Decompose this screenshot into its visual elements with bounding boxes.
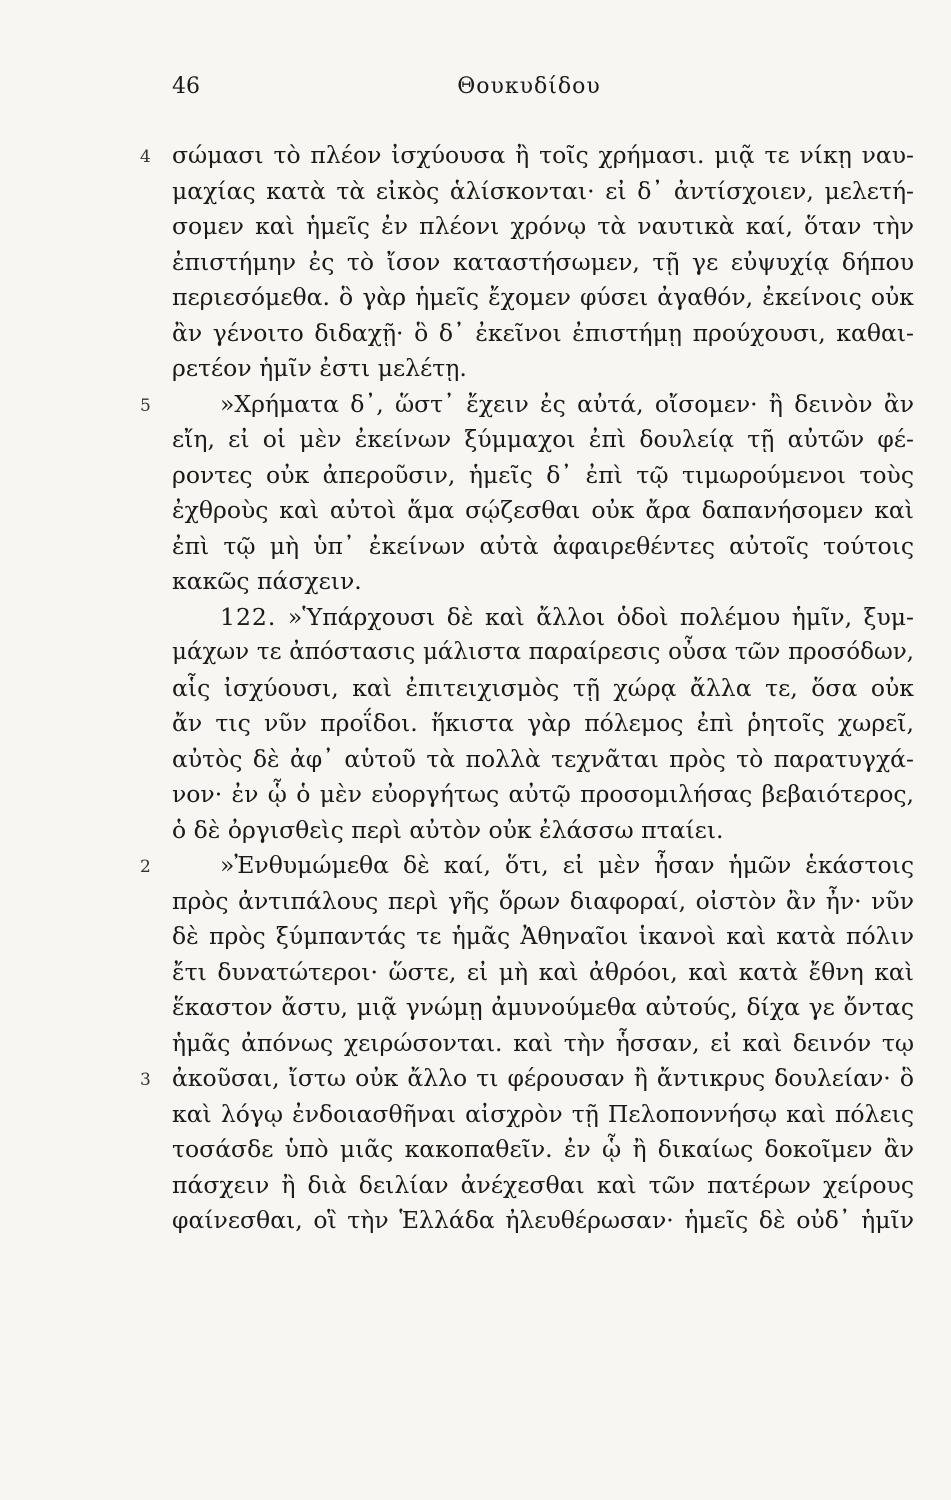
line-text: ἂν γένοιτο διδαχῇ· ὃ δ᾽ ἐκεῖνοι ἐπιστήμῃ προύχουσι, καθαι- <box>172 318 914 347</box>
running-title: Θουκυδίδου <box>457 74 601 99</box>
line-text: μάχων τε ἀπόστασις μάλιστα παραίρεσις οὖσα τῶν προσόδων, <box>172 639 914 665</box>
line-text: αἷς ἰσχύουσι, καὶ ἐπιτειχισμὸς τῇ χώρᾳ ἄλλα τε, ὅσα οὐκ <box>172 673 914 702</box>
line-text: σώμασι τὸ πλέον ἰσχύουσα ἢ τοῖς χρήμασι. μιᾷ τε νίκῃ ναυ- <box>172 141 914 169</box>
text-line <box>172 1026 914 1062</box>
line-text: πρὸς ἀντιπάλους περὶ γῆς ὅρων διαφοραί, οἰστὸν ἂν ἦν· νῦν <box>172 886 914 915</box>
text-line <box>172 458 914 494</box>
text-line <box>172 955 914 991</box>
text-line <box>172 529 914 565</box>
line-text: κακῶς πάσχειν. <box>172 567 362 595</box>
line-text: ὁ δὲ ὀργισθεὶς περὶ αὐτὸν οὐκ ἐλάσσω πταίει. <box>172 815 724 844</box>
text-line <box>172 564 914 600</box>
text-line <box>172 174 914 210</box>
line-text: καὶ λόγῳ ἐνδοιασθῆναι αἰσχρὸν τῇ Πελοποννήσῳ καὶ πόλεις <box>172 1099 914 1128</box>
text-line <box>172 919 914 955</box>
text-line <box>172 1132 914 1168</box>
text-line <box>140 138 914 174</box>
text-line <box>172 245 914 281</box>
text-line <box>172 493 914 529</box>
text-line <box>172 742 914 778</box>
line-text: ἐπιστήμην ἐς τὸ ἴσον καταστήσωμεν, τῇ γε εὐψυχίᾳ δήπου <box>172 247 914 276</box>
line-text: ἡμᾶς ἀπόνως χειρώσονται. καὶ τὴν ἧσσαν, εἰ καὶ δεινόν τῳ <box>172 1028 914 1057</box>
text-line <box>172 600 914 636</box>
line-text: ἐπὶ τῷ μὴ ὑπ᾽ ἐκείνων αὐτὰ ἀφαιρεθέντες αὐτοῖς τούτοις <box>172 531 914 560</box>
margin-section-number: 5 <box>140 395 151 416</box>
body-text <box>140 138 914 1239</box>
line-text: »Χρήματα δ᾽, ὥστ᾽ ἔχειν ἐς αὐτά, οἴσομεν· ἢ δεινὸν ἂν <box>220 389 914 418</box>
text-line <box>172 635 914 671</box>
text-line <box>172 884 914 920</box>
chapter-number: 122. <box>220 602 277 631</box>
line-text: ἔτι δυνατώτεροι· ὥστε, εἰ μὴ καὶ ἀθρόοι, καὶ κατὰ ἔθνη καὶ <box>172 957 914 986</box>
page-header <box>172 74 886 114</box>
line-text: ἀκοῦσαι, ἴστω οὐκ ἄλλο τι φέρουσαν ἢ ἄντικρυς δουλείαν· ὃ <box>172 1064 914 1092</box>
line-text: ἄν τις νῦν προΐδοι. ἥκιστα γὰρ πόλεμος ἐπὶ ῥητοῖς χωρεῖ, <box>172 709 914 737</box>
text-line <box>172 1203 914 1239</box>
page-number: 46 <box>172 74 200 99</box>
text-line <box>172 706 914 742</box>
line-text: νον· ἐν ᾧ ὁ μὲν εὐοργήτως αὐτῷ προσομιλήσας βεβαιότερος, <box>172 780 914 808</box>
text-line <box>172 1168 914 1204</box>
line-text: »Ὑπάρχουσι δὲ καὶ ἄλλοι ὁδοὶ πολέμου ἡμῖν, ξυμ- <box>287 602 914 631</box>
line-text: τοσάσδε ὑπὸ μιᾶς κακοπαθεῖν. ἐν ᾧ ἢ δικαίως δοκοῖμεν ἂν <box>172 1135 914 1163</box>
text-line <box>172 209 914 245</box>
line-text: δὲ πρὸς ξύμπαντάς τε ἡμᾶς Ἀθηναῖοι ἱκανοὶ καὶ κατὰ πόλιν <box>172 922 914 950</box>
margin-section-number: 4 <box>140 147 151 167</box>
line-text: περιεσόμεθα. ὃ γὰρ ἡμεῖς ἔχομεν φύσει ἀγαθόν, ἐκείνοις οὐκ <box>172 283 914 311</box>
text-line <box>172 351 914 387</box>
line-text: »Ἐνθυμώμεθα δὲ καί, ὅτι, εἰ μὲν ἦσαν ἡμῶν ἑκάστοις <box>220 851 914 879</box>
margin-section-number: 2 <box>140 857 151 877</box>
text-line <box>140 848 914 884</box>
text-line <box>172 990 914 1026</box>
line-text: ἕκαστον ἄστυ, μιᾷ γνώμῃ ἀμυνούμεθα αὐτούς, δίχα γε ὄντας <box>172 993 914 1021</box>
text-line <box>172 280 914 316</box>
text-line <box>172 813 914 849</box>
margin-section-number: 3 <box>140 1070 151 1090</box>
line-text: σομεν καὶ ἡμεῖς ἐν πλέονι χρόνῳ τὰ ναυτικὰ καί, ὅταν τὴν <box>172 212 914 240</box>
text-line <box>172 777 914 813</box>
text-line <box>172 1097 914 1133</box>
line-text: πάσχειν ἢ διὰ δειλίαν ἀνέχεσθαι καὶ τῶν πατέρων χείρους <box>172 1170 914 1199</box>
text-line <box>140 1061 914 1097</box>
line-text: εἴη, εἰ οἱ μὲν ἐκείνων ξύμμαχοι ἐπὶ δουλείᾳ τῇ αὐτῶν φέ- <box>172 425 914 453</box>
text-line <box>172 316 914 352</box>
line-text: ροντες οὐκ ἀπεροῦσιν, ἡμεῖς δ᾽ ἐπὶ τῷ τιμωρούμενοι τοὺς <box>172 460 914 489</box>
line-text: αὐτὸς δὲ ἀφ᾽ αὑτοῦ τὰ πολλὰ τεχνᾶται πρὸς τὸ παρατυγχά- <box>172 744 914 773</box>
line-text: ἐχθροὺς καὶ αὐτοὶ ἅμα σῴζεσθαι οὐκ ἄρα δαπανήσομεν καὶ <box>172 496 914 524</box>
text-line <box>172 671 914 707</box>
text-line <box>140 387 914 423</box>
line-text: μαχίας κατὰ τὰ εἰκὸς ἁλίσκονται· εἰ δ᾽ ἀντίσχοιεν, μελετή- <box>172 176 914 205</box>
line-text: φαίνεσθαι, οἳ τὴν Ἑλλάδα ἠλευθέρωσαν· ἡμεῖς δὲ οὐδ᾽ ἡμῖν <box>172 1206 914 1234</box>
text-line <box>172 422 914 458</box>
line-text: ρετέον ἡμῖν ἐστι μελέτῃ. <box>172 354 467 382</box>
